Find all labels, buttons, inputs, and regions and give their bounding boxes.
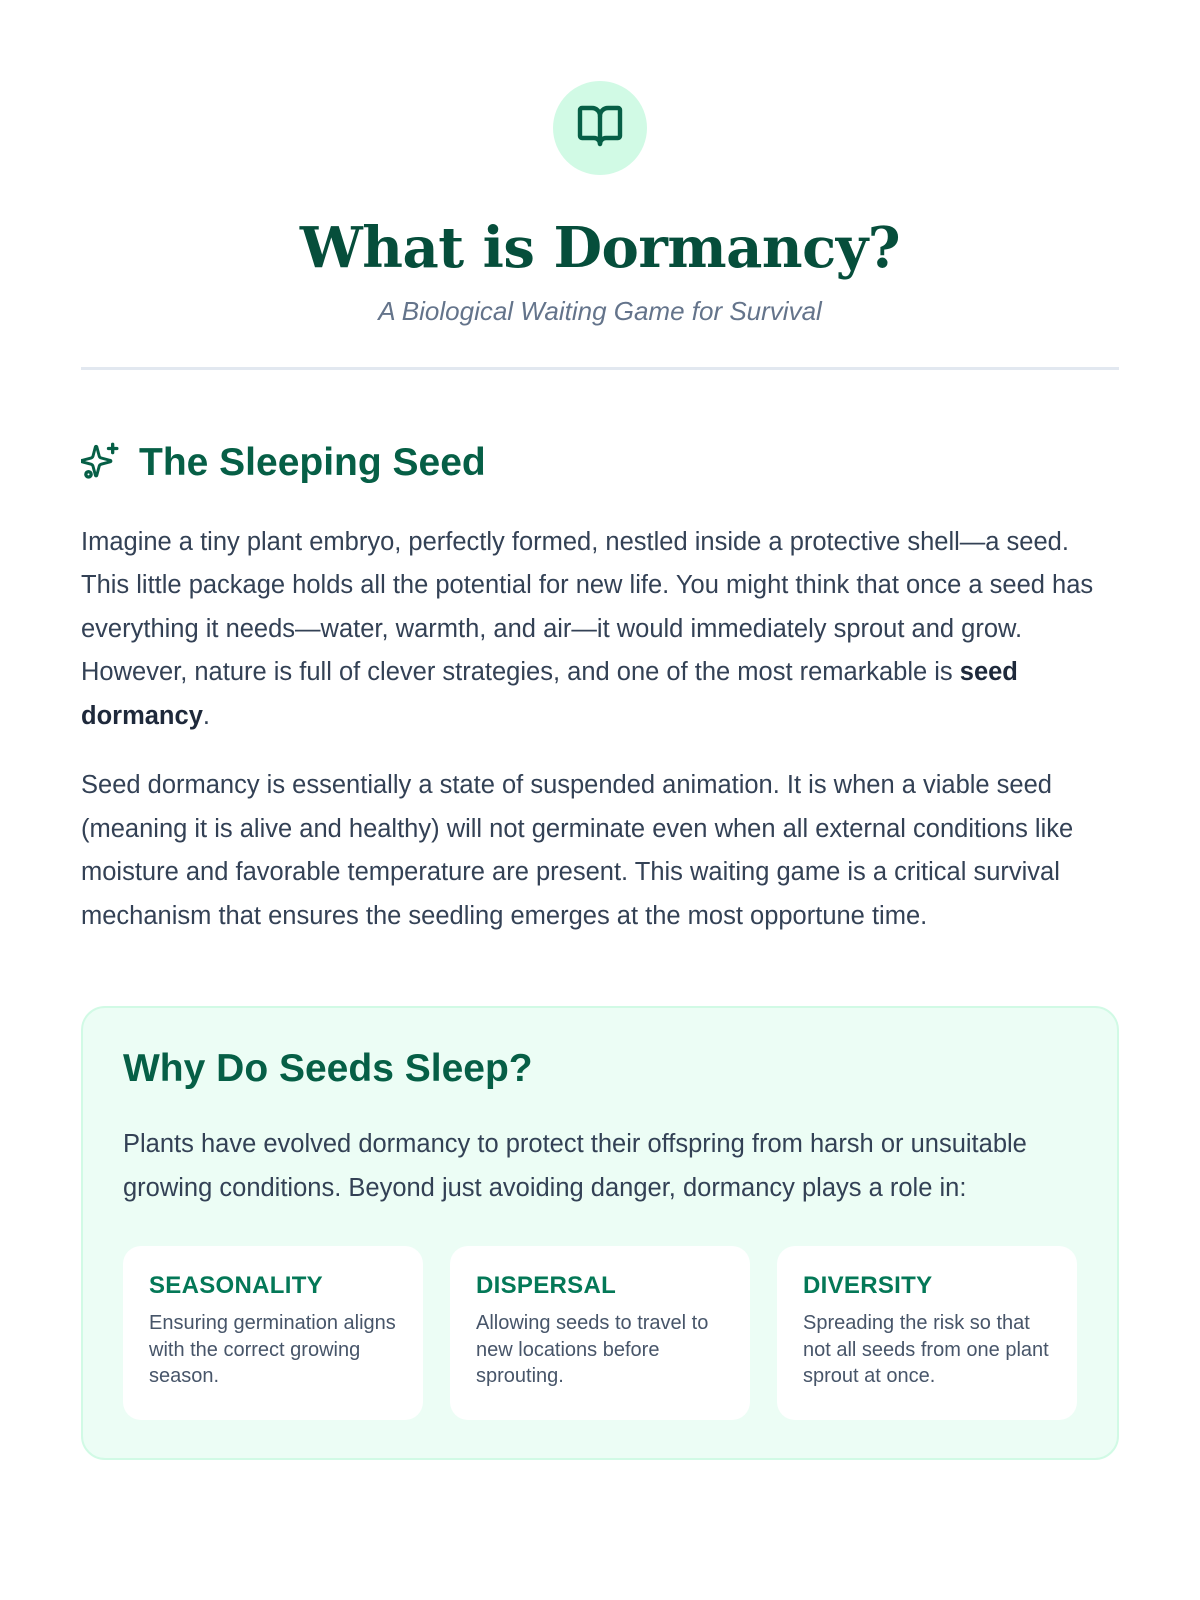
definition-paragraph: Seed dormancy is essentially a state of suspended animation. It is when a viable seed (meaning it is alive and healthy) will not germinate even when all external conditions like moisture and favorable temperature are present. This waiting game is a critical survival mechanism that ensures the seedling emerges at the most opportune time.	[81, 771, 1074, 930]
card-diversity	[777, 1246, 1077, 1420]
intro-text-end: .	[202, 701, 210, 730]
card-title: SEASONALITY	[149, 1272, 323, 1300]
intro-paragraph	[81, 521, 1119, 739]
intro-emphasis: seed dormancy	[81, 658, 1018, 730]
reason-cards	[123, 1246, 1077, 1420]
card-text: Spreading the risk so that not all seeds from one plant sprout at once.	[803, 1312, 1049, 1388]
header	[81, 0, 1119, 327]
intro-text: Imagine a tiny plant embryo, perfectly formed, nestled inside a protective shell—a seed. This little package holds all the potential for new life. You might think that once a seed has everything it needs—water, warmth, and air—it would immediately sprout and grow. However, nature is full of clever strategies, and one of the most remarkable is	[81, 527, 1094, 687]
logo-badge	[553, 81, 647, 175]
card-text: Ensuring germination aligns with the correct growing season.	[149, 1312, 396, 1388]
sparkles-icon	[81, 441, 121, 486]
card-title: DISPERSAL	[476, 1272, 617, 1300]
page-subtitle: A Biological Waiting Game for Survival	[378, 296, 822, 327]
section-title: The Sleeping Seed	[139, 441, 486, 485]
page-title: What is Dormancy?	[299, 215, 901, 281]
card-title: DIVERSITY	[803, 1272, 933, 1300]
callout-box	[81, 1006, 1119, 1460]
open-book-icon	[576, 102, 624, 155]
header-divider	[81, 367, 1119, 370]
callout-text: Plants have evolved dormancy to protect their offspring from harsh or unsuitable growing conditions. Beyond just avoiding danger, dormancy plays a role in:	[123, 1130, 1027, 1202]
card-text: Allowing seeds to travel to new locations before sprouting.	[476, 1312, 709, 1388]
card-seasonality	[123, 1246, 423, 1420]
card-dispersal	[450, 1246, 750, 1420]
section-heading	[81, 440, 1119, 487]
callout-title: Why Do Seeds Sleep?	[123, 1047, 533, 1091]
